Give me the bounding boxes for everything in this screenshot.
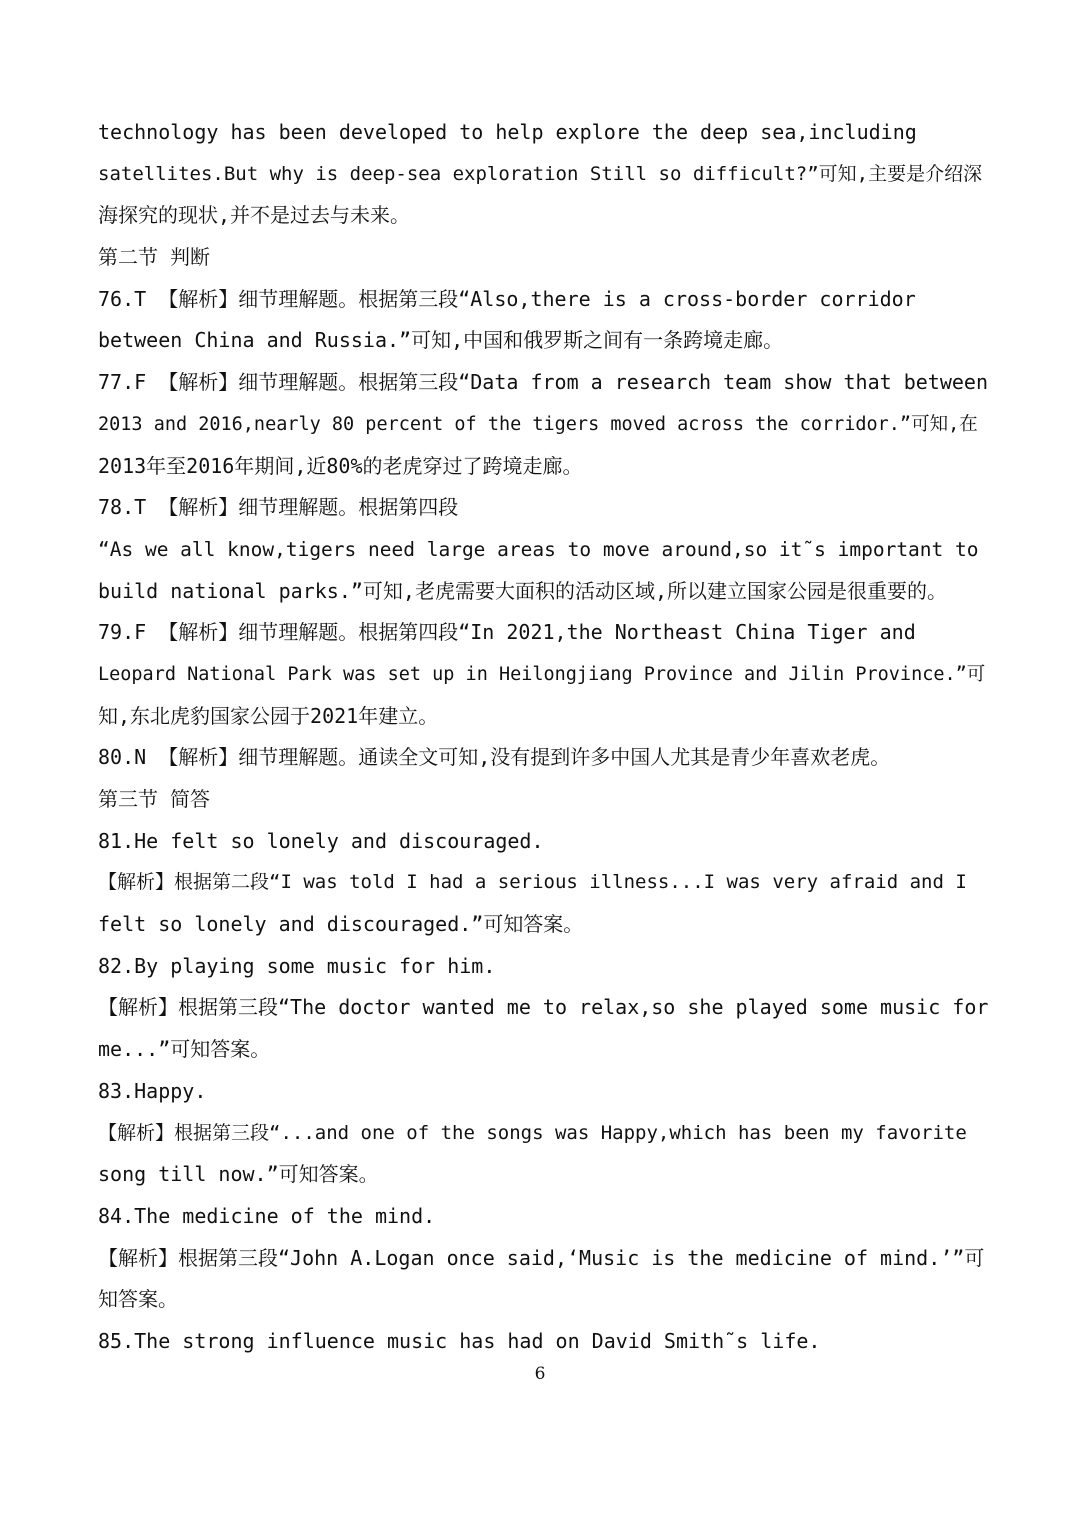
explanation-82: 【解析】根据第三段“The doctor wanted me to relax,so she played some music for bbox=[98, 995, 988, 1020]
answer-explanation-text bbox=[98, 112, 988, 1363]
page-number: 6 bbox=[534, 1364, 546, 1384]
text-line: build national parks.”可知,老虎需要大面积的活动区域,所以建立国家公园是很重要的。 bbox=[98, 578, 947, 603]
text-line: 知,东北虎豹国家公园于2021年建立。 bbox=[98, 703, 439, 728]
text-line: song till now.”可知答案。 bbox=[98, 1162, 379, 1187]
answer-77: 77.F 【解析】细节理解题。根据第三段“Data from a research team show that between bbox=[98, 370, 988, 395]
answer-82: 82.By playing some music for him. bbox=[98, 953, 496, 978]
text-line: 知答案。 bbox=[98, 1287, 178, 1312]
explanation-84: 【解析】根据第三段“John A.Logan once said,‘Music is the medicine of mind.’”可 bbox=[98, 1245, 985, 1270]
text-line: satellites.But why is deep-sea exploration Still so difficult?”可知,主要是介绍深 bbox=[98, 162, 983, 185]
text-line: 2013年至2016年期间,近80%的老虎穿过了跨境走廊。 bbox=[98, 453, 583, 478]
answer-78: 78.T 【解析】细节理解题。根据第四段 bbox=[98, 495, 459, 520]
text-line: technology has been developed to help explore the deep sea,including bbox=[98, 120, 917, 144]
answer-84: 84.The medicine of the mind. bbox=[98, 1203, 436, 1228]
explanation-83: 【解析】根据第三段“...and one of the songs was Happy,which has been my favorite bbox=[98, 1121, 967, 1144]
explanation-81: 【解析】根据第二段“I was told I had a serious illness...I was very afraid and I bbox=[98, 871, 967, 894]
text-line: Leopard National Park was set up in Heilongjiang Province and Jilin Province.”可 bbox=[98, 663, 986, 685]
answer-81: 81.He felt so lonely and discouraged. bbox=[98, 828, 544, 853]
answer-80: 80.N 【解析】细节理解题。通读全文可知,没有提到许多中国人尤其是青少年喜欢老虎。 bbox=[98, 745, 891, 770]
answer-79: 79.F 【解析】细节理解题。根据第四段“In 2021,the Northeast China Tiger and bbox=[98, 620, 916, 645]
section-heading-judgement: 第二节 判断 bbox=[98, 245, 211, 270]
text-line: “As we all know,tigers need large areas to move around,so it˜s important to bbox=[98, 537, 979, 561]
text-line: 2013 and 2016,nearly 80 percent of the tigers moved across the corridor.”可知,在 bbox=[98, 413, 978, 435]
answer-85: 85.The strong influence music has had on David Smith˜s life. bbox=[98, 1328, 821, 1353]
text-line: 海探究的现状,并不是过去与未来。 bbox=[98, 203, 411, 228]
text-line: between China and Russia.”可知,中国和俄罗斯之间有一条跨境走廊。 bbox=[98, 328, 784, 353]
text-line: me...”可知答案。 bbox=[98, 1037, 271, 1062]
text-line: felt so lonely and discouraged.”可知答案。 bbox=[98, 912, 584, 937]
answer-76: 76.T 【解析】细节理解题。根据第三段“Also,there is a cross-border corridor bbox=[98, 286, 916, 311]
section-heading-short-answer: 第三节 简答 bbox=[98, 787, 211, 811]
answer-83: 83.Happy. bbox=[98, 1078, 207, 1103]
